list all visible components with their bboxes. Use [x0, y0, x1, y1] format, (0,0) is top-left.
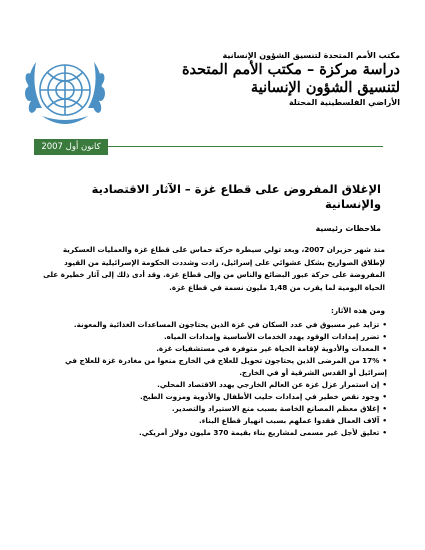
bullet-icon: •: [382, 344, 387, 353]
bullet-icon: •: [382, 392, 387, 401]
bullet-icon: •: [382, 380, 387, 389]
bullet-icon: •: [382, 404, 387, 413]
report-series-title-line2: لتنسيق الشؤون الإنسانية: [250, 79, 400, 96]
list-item-text: إغلاق معظم المصانع الخاصة بسبب منع الاستيراد والتصدير.: [171, 404, 380, 413]
list-item: [37, 427, 387, 439]
list-item: [37, 331, 387, 343]
bullet-icon: •: [382, 416, 387, 425]
list-item-text: المعدات والأدوية لإقامة الحياة غير متوفرة في مستشفيات غزة.: [156, 344, 380, 353]
list-item: [37, 355, 387, 379]
date-badge: كانون أول 2007: [34, 139, 108, 155]
document-title: الإغلاق المفروض على قطاع غزة – الآثار الاقتصادية والإنسانية: [91, 182, 381, 211]
list-item: [37, 379, 387, 391]
list-item-text: تعليق لأجل غير مسمى لمشاريع بناء بقيمة 370 مليون دولار أمريكي.: [138, 428, 380, 437]
list-item: [37, 343, 387, 355]
list-item-text: 17% من المرضى الذين يحتاجون تحويل للعلاج في الخارج منعوا من مغادرة غزة للعلاج في إسرائيل أو القدس الشرقية أو في الخارج.: [65, 356, 387, 377]
office-name: مكتب الأمم المتحدة لتنسيق الشؤون الإنسانية: [222, 51, 400, 60]
list-item: [37, 391, 387, 403]
un-emblem-icon: [20, 50, 110, 138]
list-item-text: إن استمرار عزل غزة عن العالم الخارجي يهدد الاقتصاد المحلي.: [157, 380, 380, 389]
bullet-icon: •: [382, 356, 387, 365]
intro-paragraph: منذ شهر حزيران 2007، وبعد تولي سيطرة حركة حماس على قطاع غزة والعمليات العسكرية لإطلاق الصواريخ بشكل عشوائي على إسرائيل، زادت وشددت الحكومة الإسرائيلية من القيود المفروضة على حركة عبور البضائع والناس من وإلى قطاع غزة. وقد أدى ذلك إلى آثار خطيرة على الحياة اليومية لما يقرب من 1,48 مليون نسمة في قطاع غزة.: [43, 245, 385, 292]
region-subtitle: الأراضي الفلسطينية المحتلة: [288, 98, 400, 107]
bullet-icon: •: [382, 320, 387, 329]
list-item: [37, 403, 387, 415]
list-item: [37, 415, 387, 427]
list-item-text: تزايد غير مسبوق في عدد السكان في غزة الذين يحتاجون المساعدات الغذائية والمعونة.: [73, 320, 380, 329]
impacts-list: [37, 319, 387, 439]
section-heading: ملاحظات رئيسية: [315, 224, 381, 233]
report-header: [20, 50, 400, 138]
header-text: [115, 50, 400, 109]
bullet-icon: •: [382, 332, 387, 341]
list-item-text: تضرر إمدادات الوقود يهدد الخدمات الأساسية وإمدادات المياه.: [163, 332, 380, 341]
list-item: [37, 319, 387, 331]
bullet-icon: •: [382, 428, 387, 437]
list-item-text: آلاف العمال فقدوا عملهم بسبب انهيار قطاع البناء.: [199, 416, 380, 425]
report-series-title: دراسة مركزة – مكتب الأمم المتحدة: [181, 61, 400, 78]
list-intro: ومن هذه الآثار:: [331, 306, 385, 315]
list-item-text: وجود نقص خطير في إمدادات حليب الأطفال والأدوية ومزوت الطبخ.: [139, 392, 380, 401]
